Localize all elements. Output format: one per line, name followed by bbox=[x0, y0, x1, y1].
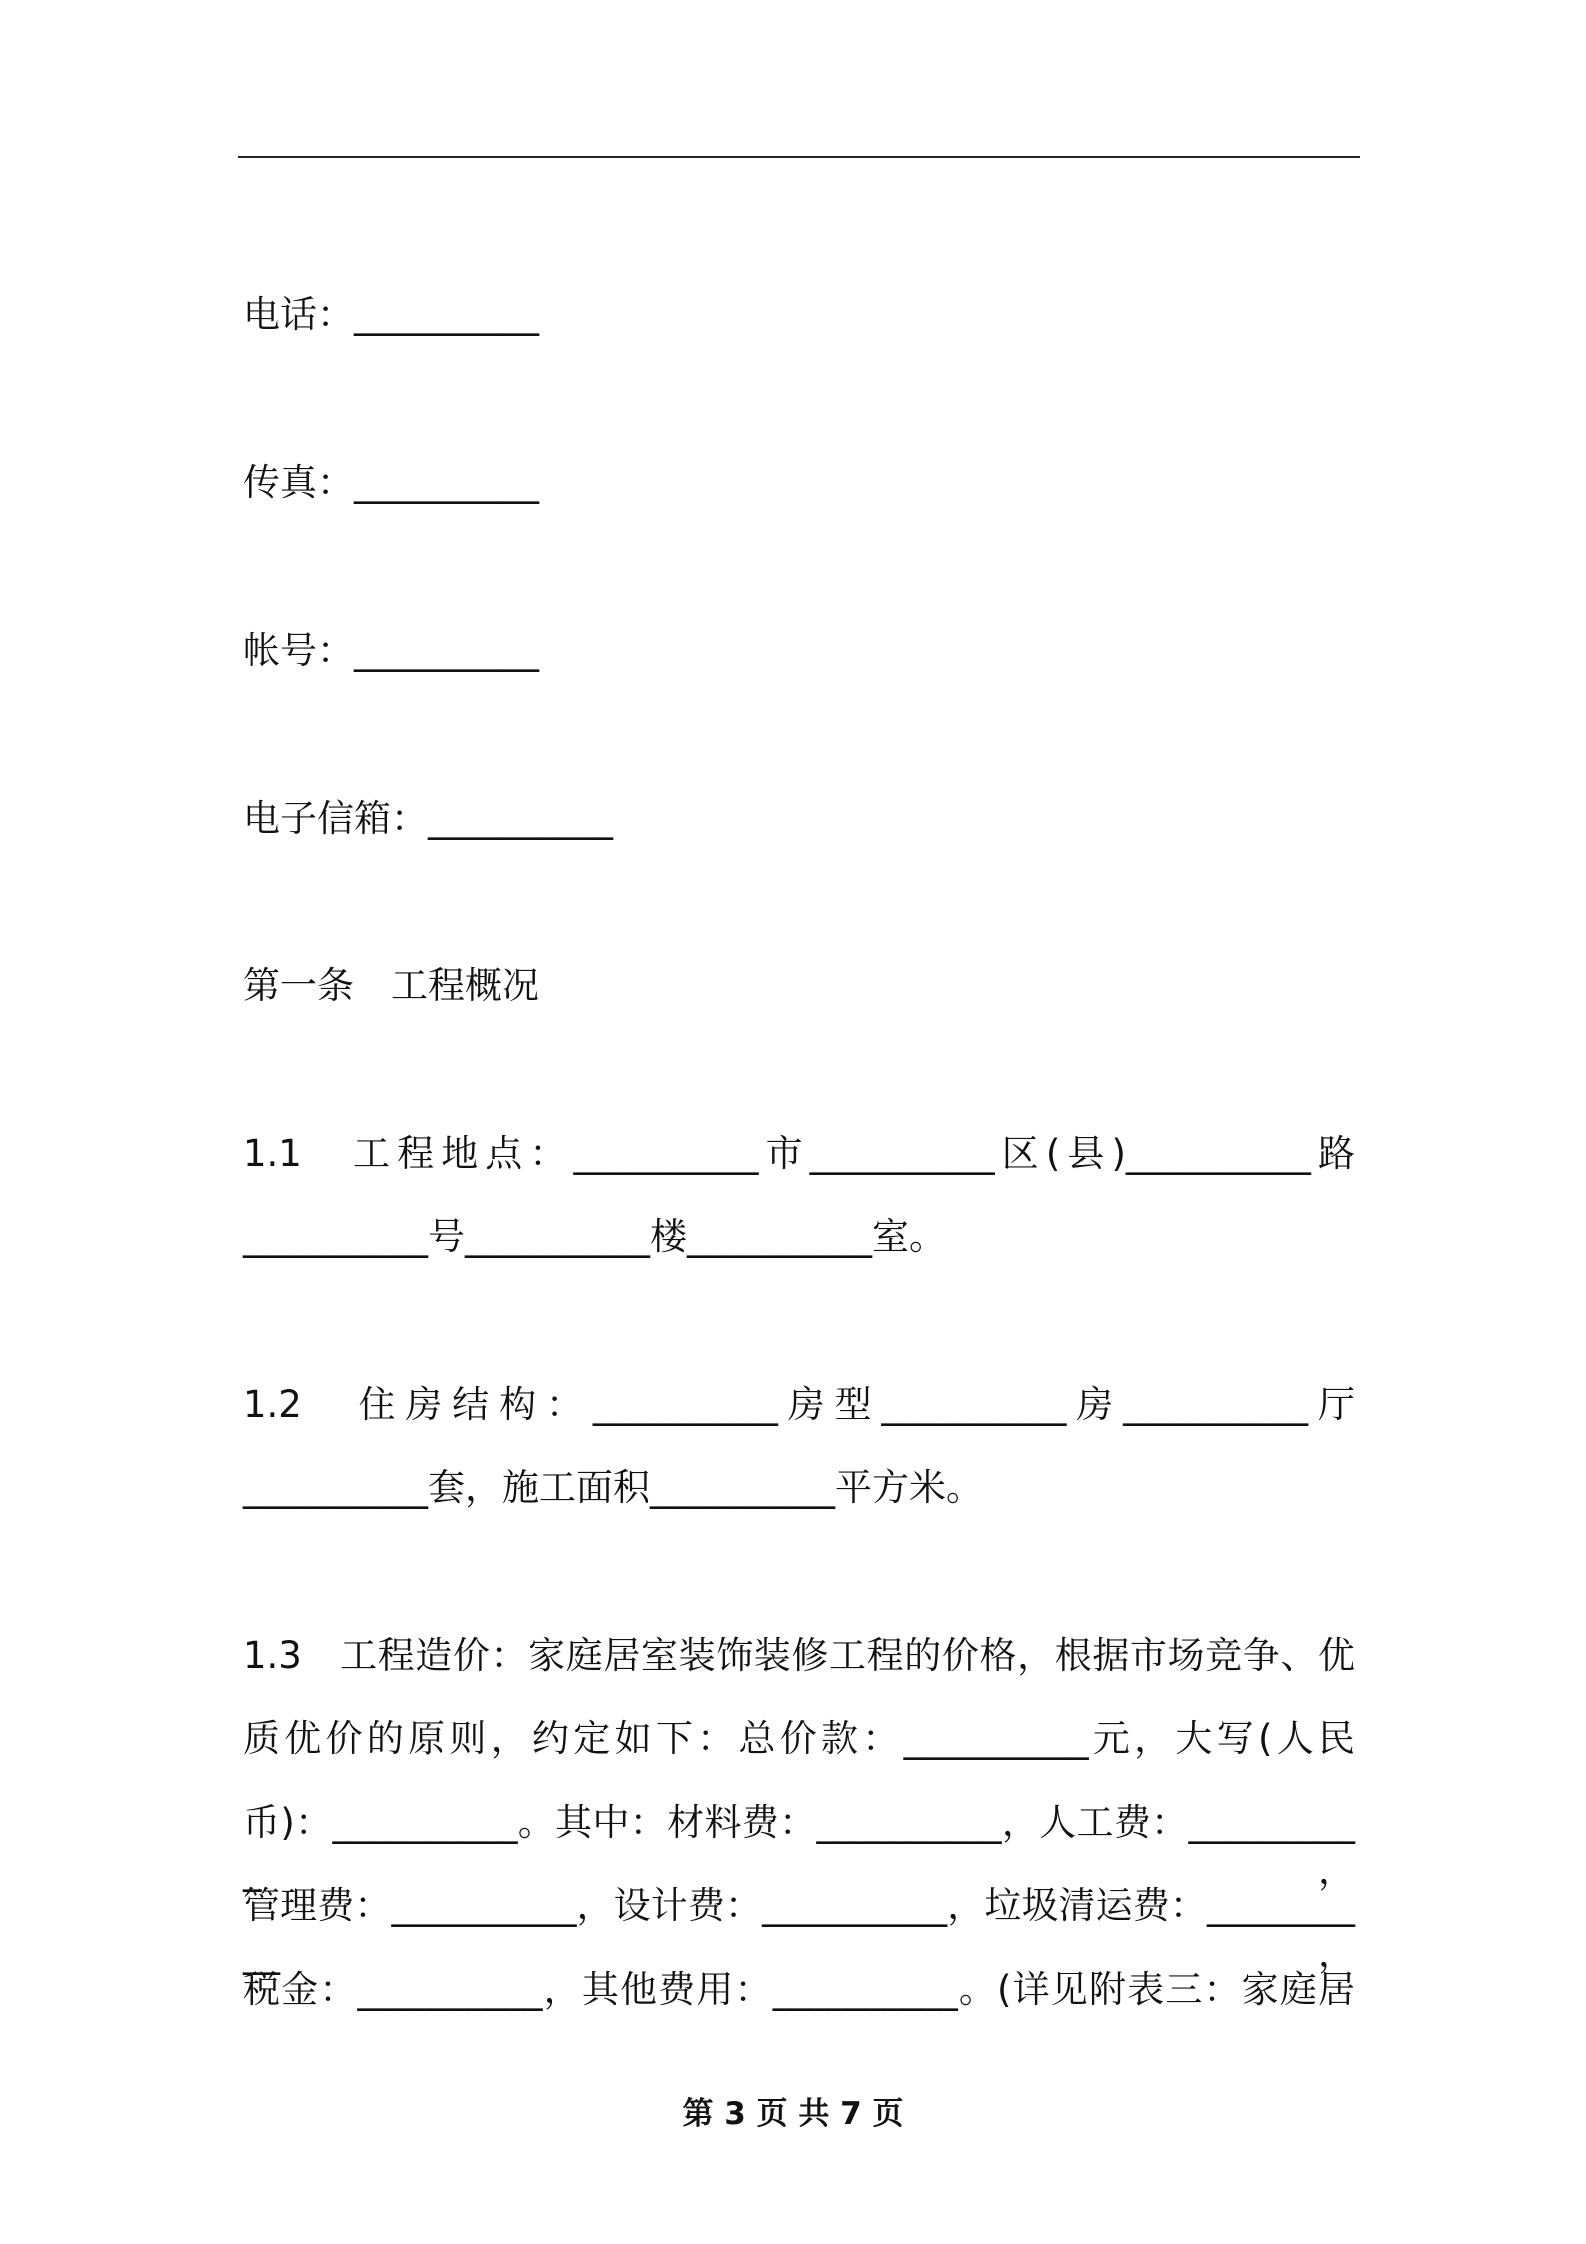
email-field: 电子信箱：__________ bbox=[243, 797, 613, 840]
article-heading: 第一条 工程概况 bbox=[243, 964, 539, 1007]
clause-1-2-line-2: __________套，施工面积__________平方米。 bbox=[243, 1466, 983, 1509]
clause-1-3-line-2: 质优价的原则，约定如下：总价款：__________元，大写(人民 bbox=[243, 1717, 1355, 1760]
clause-1-1-line-1: 1.1 工程地点：__________市__________区(县)__________路 bbox=[243, 1132, 1355, 1175]
header-rule bbox=[238, 156, 1360, 158]
clause-1-3-line-5: 税金：__________，其他费用：__________。(详见附表三：家庭居 bbox=[243, 1968, 1355, 2011]
clause-1-3-line-3: 币)：__________。其中：材料费：__________，人工费：__________， bbox=[243, 1801, 1355, 1892]
phone-field: 电话：__________ bbox=[243, 293, 539, 336]
clause-1-2-line-1: 1.2 住房结构：__________房型__________房__________厅 bbox=[243, 1383, 1355, 1426]
clause-1-3-line-1: 1.3 工程造价：家庭居室装饰装修工程的价格，根据市场竞争、优 bbox=[243, 1634, 1355, 1677]
fax-field: 传真：__________ bbox=[243, 461, 539, 504]
account-field: 帐号：__________ bbox=[243, 629, 539, 672]
page-number-footer: 第 3 页 共 7 页 bbox=[682, 2096, 904, 2132]
clause-1-3-line-4: 管理费：__________，设计费：__________，垃圾清运费：__________， bbox=[243, 1884, 1355, 1975]
clause-1-1-line-2: __________号__________楼__________室。 bbox=[243, 1215, 946, 1258]
